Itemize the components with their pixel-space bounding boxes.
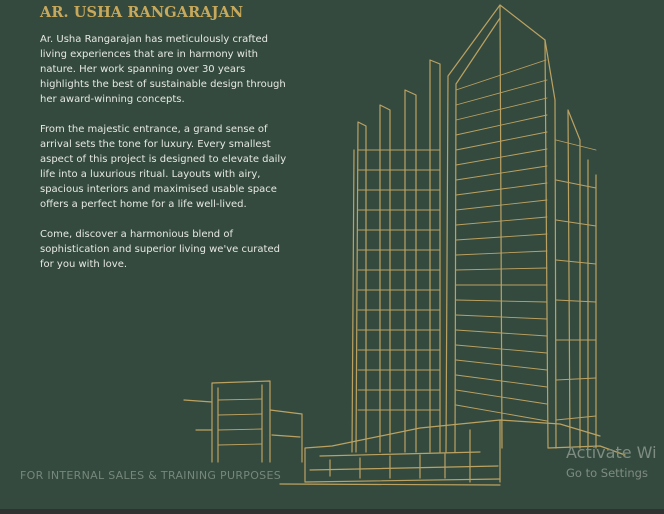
activation-title: Activate Wi xyxy=(566,443,657,462)
page-title: AR. USHA RANGARAJAN xyxy=(40,4,244,21)
activation-settings-link[interactable]: Go to Settings xyxy=(566,466,648,480)
bottom-bar xyxy=(0,509,664,514)
paragraph-entrance: From the majestic entrance, a grand sense of arrival sets the tone for luxury. Every smallest aspect of this project is designed to elevate daily life into a luxurious ritual. Layouts with airy, spacious interiors and maximised usable space offers a perfect home for a life well-lived. xyxy=(40,124,287,210)
windows-activation-watermark xyxy=(566,443,657,481)
description-text xyxy=(40,32,290,287)
internal-use-watermark: FOR INTERNAL SALES & TRAINING PURPOSES xyxy=(20,469,281,482)
paragraph-architect: Ar. Usha Rangarajan has meticulously crafted living experiences that are in harmony with nature. Her work spanning over 30 years highlights the best of sustainable design through her award-winning concepts. xyxy=(40,34,286,105)
paragraph-invitation: Come, discover a harmonious blend of sophistication and superior living we've curated for you with love. xyxy=(40,229,280,270)
